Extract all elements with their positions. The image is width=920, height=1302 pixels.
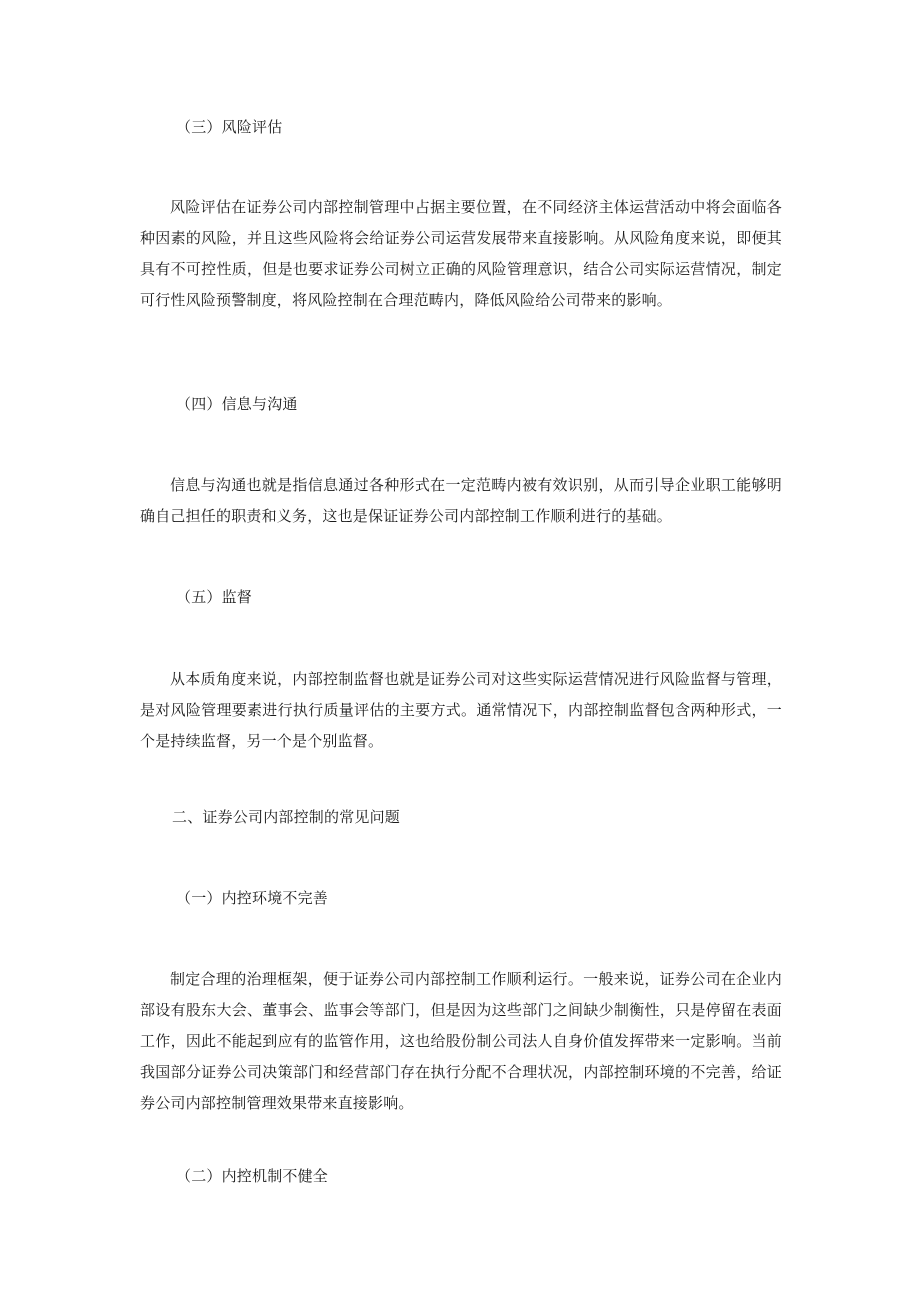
heading-internal-environment: （一）内控环境不完善 xyxy=(176,889,329,907)
paragraph-supervision: 从本质角度来说，内部控制监督也就是证券公司对这些实际运营情况进行风险监督与管理，是对风险管理要素进行执行质量评估的主要方式。通常情况下，内部控制监督包含两种形式，一个是持续监督，另一个是个别监督。 xyxy=(140,670,782,750)
heading-risk-assessment: （三）风险评估 xyxy=(176,118,283,136)
heading-internal-mechanism: （二）内控机制不健全 xyxy=(176,1167,329,1185)
paragraph-risk-assessment: 风险评估在证券公司内部控制管理中占据主要位置，在不同经济主体运营活动中将会面临各种因素的风险，并且这些风险将会给证券公司运营发展带来直接影响。从风险角度来说，即便其具有不可控性质，但是也要求证券公司树立正确的风险管理意识，结合公司实际运营情况，制定可行性风险预警制度，将风险控制在合理范畴内，降低风险给公司带来的影响。 xyxy=(140,198,782,309)
paragraph-internal-environment: 制定合理的治理框架，便于证券公司内部控制工作顺利运行。一般来说，证券公司在企业内部设有股东大会、董事会、监事会等部门，但是因为这些部门之间缺少制衡性，只是停留在表面工作，因此不能起到应有的监管作用，这也给股份制公司法人自身价值发挥带来一定影响。当前我国部分证券公司决策部门和经营部门存在执行分配不合理状况，内部控制环境的不完善，给证券公司内部控制管理效果带来直接影响。 xyxy=(140,970,782,1112)
paragraph-information-communication: 信息与沟通也就是指信息通过各种形式在一定范畴内被有效识别，从而引导企业职工能够明确自己担任的职责和义务，这也是保证证券公司内部控制工作顺利进行的基础。 xyxy=(140,476,782,525)
heading-information-communication: （四）信息与沟通 xyxy=(176,395,298,413)
heading-supervision: （五）监督 xyxy=(176,588,253,606)
heading-common-problems: 二、证券公司内部控制的常见问题 xyxy=(172,808,401,826)
